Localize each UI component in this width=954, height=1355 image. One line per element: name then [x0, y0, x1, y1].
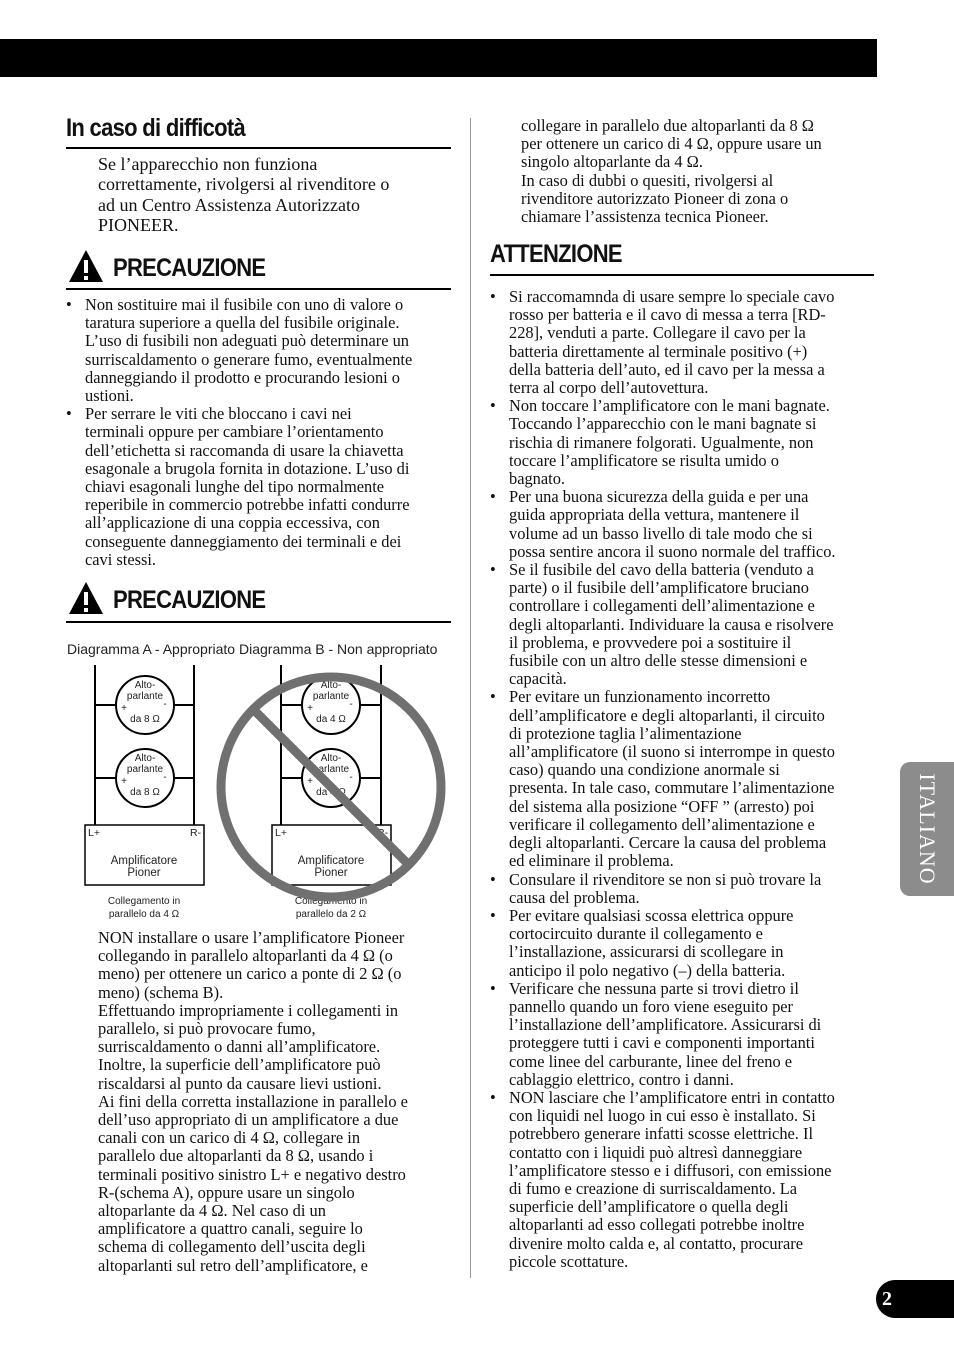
- amplifier-label: Pioner: [127, 867, 161, 879]
- list-item: • Non sostituire mai il fusibile con uno di valore o taratura superiore a quella del fusibile originale. L’uso di fusibili non adeguati può determinare un surriscaldamento o generare fumo, eventualmente danneggiando il prodotto e procurando lesioni o ustioni.: [66, 296, 456, 405]
- terminal-r-minus: R-: [377, 827, 389, 839]
- speaker-label: parlante: [126, 691, 164, 702]
- column-divider: [470, 118, 471, 1278]
- section-title-troubleshooting: In caso di difficotà: [66, 114, 246, 142]
- amplifier-label: Amplificatore: [297, 855, 365, 867]
- header-bar: [0, 39, 877, 77]
- list-item: • Verificare che nessuna parte si trovi dietro il pannello quando un foro viene eseguito per l’installazione dell’amplificatore. Assicurarsi di proteggere tutti i cavi e componenti importanti come linee del carburante, linee del freno e cablaggio elettrico, contro i danni.: [490, 980, 885, 1089]
- caution-rule-1: [66, 288, 451, 290]
- list-item: • Per serrare le viti che bloccano i cavi nei terminali oppure per cambiare l’orientamento dell’etichetta si raccomanda di usare la chiavetta esagonale a brugola fornita in dotazione. L’uso di chiavi esagonali lunghe del tipo normalmente reperibile in commercio potrebbe infatti condurre all’applicazione di una coppia eccessiva, con conseguente danneggiamento dei terminali e dei cavi stessi.: [66, 405, 456, 569]
- attention-title: ATTENZIONE: [490, 240, 622, 268]
- terminal-l-plus: L+: [275, 827, 287, 839]
- speaker-label: Alto-: [134, 753, 156, 764]
- speaker-ohm: da 4 Ω: [316, 787, 346, 798]
- title-rule: [66, 147, 451, 149]
- speaker-label: Alto-: [320, 680, 342, 691]
- page-number: 2: [876, 1280, 954, 1318]
- diagram-b-caption: parallelo da 2 Ω: [295, 909, 367, 920]
- plus-sign: +: [121, 703, 127, 714]
- caution-list-1: [66, 296, 456, 569]
- intro-paragraph: Se l’apparecchio non funziona correttamente, rivolgersi al rivenditore o ad un Centro Assistenza Autorizzato PIONEER.: [98, 154, 390, 236]
- list-item: • Si raccomamnda di usare sempre lo speciale cavo rosso per batteria e il cavo di messa a terra [RD- 228], venduti a parte. Collegare il cavo per la batteria direttamente al terminale positivo (+) della batteria dell’auto, ed il cavo per la messa a terra al corpo dell’autovettura.: [490, 288, 885, 397]
- list-item: • Non toccare l’amplificatore con le mani bagnate. Toccando l’apparecchio con le mani bagnate si rischia di rimanere folgorati. Ugualmente, non toccare l’amplificatore se risulta umido o bagnato.: [490, 397, 885, 488]
- caution-rule-2: [66, 621, 451, 623]
- attention-list: [490, 288, 885, 1271]
- speaker-label: parlante: [126, 764, 164, 775]
- diagram-a-label: Diagramma A - Appropriato: [67, 641, 236, 657]
- list-item: • Se il fusibile del cavo della batteria (venduto a parte) o il fusibile dell’amplificatore bruciano controllare i collegamenti dell’alimentazione e degli altoparlanti. Individuare la causa e risolvere il problema, e provvedere poi a sostituire il fusibile con un altro delle stesse dimensioni e capacità.: [490, 561, 885, 688]
- caution-title-1: PRECAUZIONE: [113, 254, 266, 282]
- minus-sign: -: [349, 699, 353, 710]
- diagram-a-caption: parallelo da 4 Ω: [108, 909, 180, 920]
- speaker-label: Alto-: [320, 753, 342, 764]
- list-item: • Per evitare qualsiasi scossa elettrica oppure cortocircuito durante il collegamento e l’installazione, assicurarsi di scollegare in anticipo il polo negativo (–) della batteria.: [490, 907, 885, 980]
- continuation-text: collegare in parallelo due altoparlanti da 8 Ω per ottenere un carico di 4 Ω, oppure usare un singolo altoparlante da 4 Ω. In caso di dubbi o quesiti, rivolgersi al rivenditore autorizzato Pioneer di zona o chiamare l’assistenza tecnica Pioneer.: [521, 116, 822, 227]
- speaker-label: Alto-: [134, 680, 156, 691]
- language-tab-label: ITALIANO: [915, 773, 940, 885]
- wiring-diagram: [60, 635, 460, 925]
- attention-rule: [490, 274, 874, 276]
- plus-sign: +: [121, 776, 127, 787]
- amplifier-label: Pioner: [314, 867, 348, 879]
- list-item: • NON lasciare che l’amplificatore entri in contatto con liquidi nel luogo in cui esso è installato. Si potrebbero generare infatti scosse elettriche. Il contatto con i liquidi può altresì danneggiare l’amplificatore stesso e i diffusori, con emissione di fumo e creazione di surriscaldamento. La superficie dell’amplificatore o quella degli altoparlanti ad esso collegati potrebbe inoltre divenire molto calda e, al contatto, procurare piccole scottature.: [490, 1089, 885, 1271]
- caution-title-2: PRECAUZIONE: [113, 586, 266, 614]
- minus-sign: -: [349, 772, 353, 783]
- list-item: • Per evitare un funzionamento incorretto dell’amplificatore e degli altoparlanti, il circuito di protezione taglia l’alimentazione all’amplificatore (il suono si interrompe in questo caso) quando una condizione anormale si presenta. In tale caso, commutare l’alimentazione del sistema alla posizione “OFF ” (arresto) poi verificare il collegamento dell’alimentazione e degli altoparlanti. Cercare la causa del problema ed eliminare il problema.: [490, 688, 885, 870]
- speaker-label: parlante: [312, 691, 350, 702]
- diagram-a-caption: Collegamento in: [107, 896, 181, 907]
- language-tab: [900, 762, 954, 896]
- terminal-l-plus: L+: [88, 827, 100, 839]
- terminal-r-minus: R-: [190, 827, 202, 839]
- parallel-connection-text: NON installare o usare l’amplificatore Pioneer collegando in parallelo altoparlanti da 4 Ω (o meno) per ottenere un carico a ponte di 2 Ω (o meno) (schema B). Effettuando impropriamente i collegamenti in parallelo, si può provocare fumo, surriscaldamento o danni all’amplificatore. Inoltre, la superficie dell’amplificatore può riscaldarsi al punto da causare lievi ustioni. Ai fini della corretta installazione in parallelo e dell’uso appropriato di un amplificatore a due canali con un carico di 4 Ω, collegare in parallelo due altoparlanti da 8 Ω, usando i terminali positivo sinistro L+ e negativo destro R-(schema A), oppure usare un singolo altoparlante da 4 Ω. Nel caso di un amplificatore a quattro canali, seguire lo schema di collegamento dell’uscita degli altoparlanti sul retro dell’amplificatore, e: [98, 928, 408, 1275]
- warning-icon: [68, 249, 104, 283]
- minus-sign: -: [163, 772, 167, 783]
- speaker-label: parlante: [312, 764, 350, 775]
- diagram-b-label: Diagramma B - Non appropriato: [239, 641, 438, 657]
- amplifier-label: Amplificatore: [110, 855, 178, 867]
- minus-sign: -: [163, 699, 167, 710]
- diagram-b-caption: Collegamento in: [294, 896, 368, 907]
- plus-sign: +: [307, 776, 313, 787]
- speaker-ohm: da 8 Ω: [130, 714, 160, 725]
- speaker-ohm: da 8 Ω: [130, 787, 160, 798]
- list-item: • Per una buona sicurezza della guida e per una guida appropriata della vettura, mantenere il volume ad un basso livello di tale modo che si possa sentire ancora il suono normale del traffico.: [490, 488, 885, 561]
- warning-icon: [68, 581, 104, 615]
- list-item: • Consulare il rivenditore se non si può trovare la causa del problema.: [490, 871, 885, 907]
- plus-sign: +: [307, 703, 313, 714]
- speaker-ohm: da 4 Ω: [316, 714, 346, 725]
